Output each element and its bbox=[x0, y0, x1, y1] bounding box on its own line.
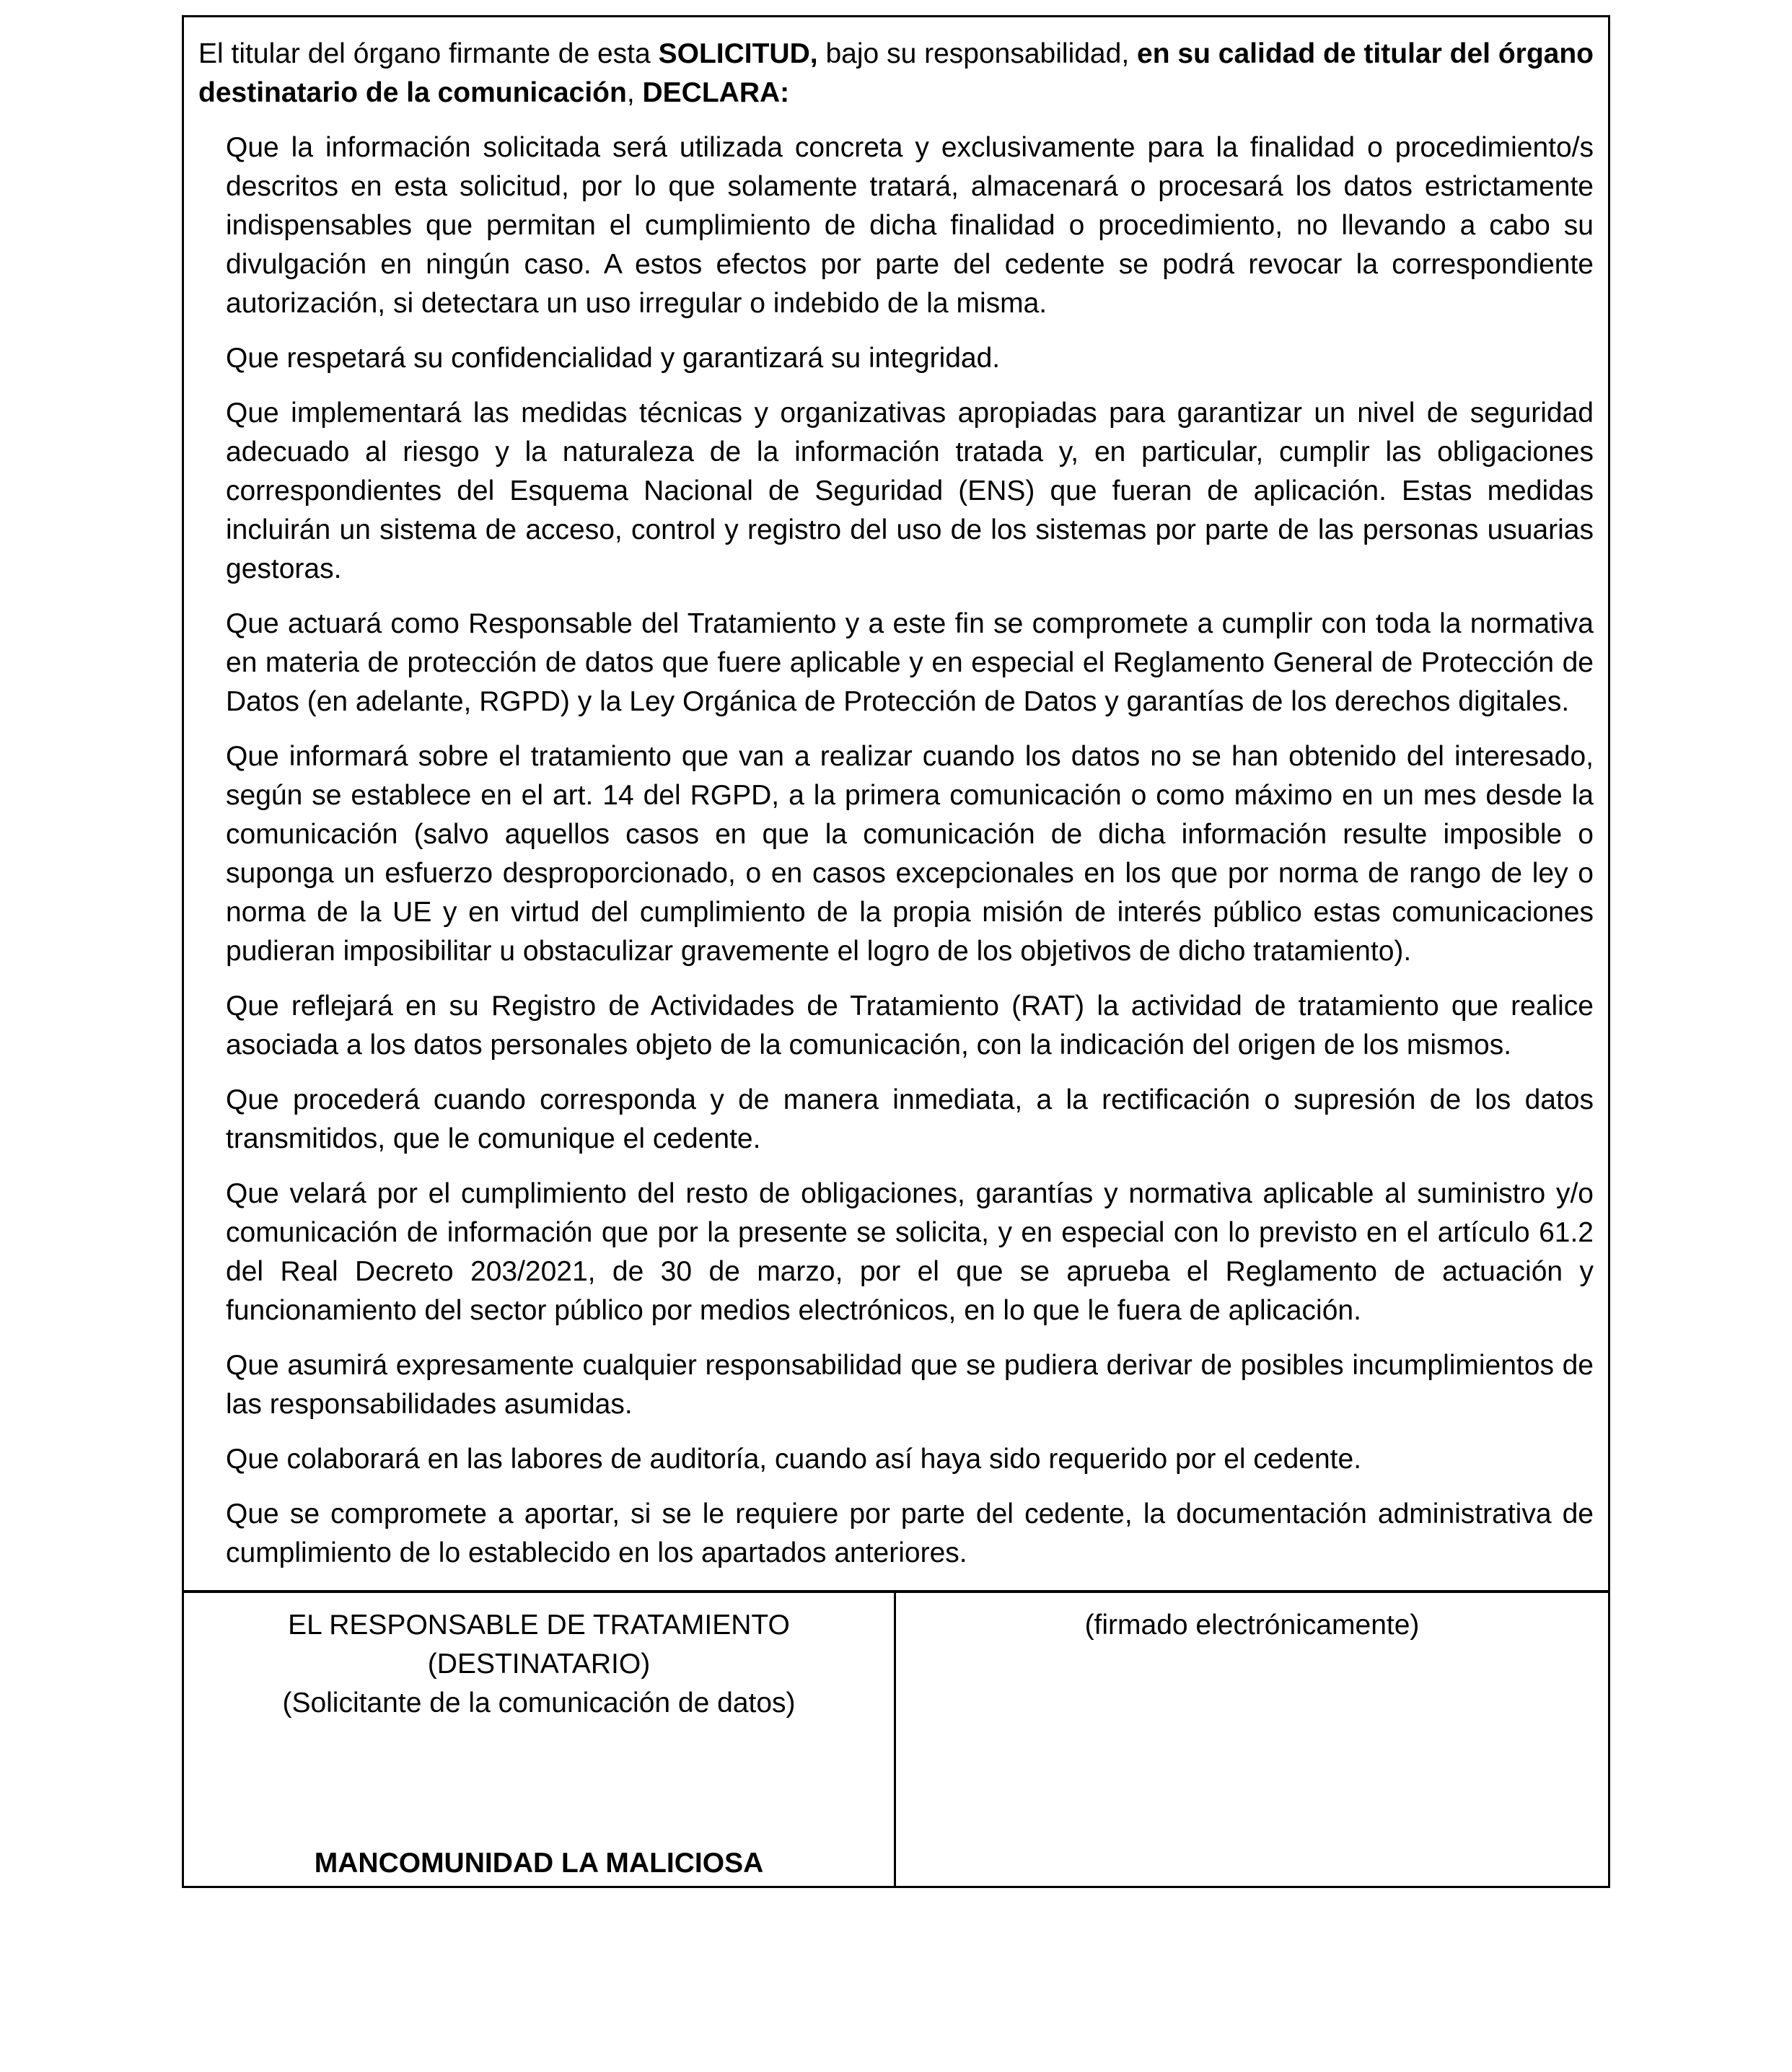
intro-text-segment: bajo su responsabilidad, bbox=[817, 38, 1138, 69]
declaration-intro bbox=[198, 35, 1594, 113]
declaration-paragraph: Que la información solicitada será utilizada concreta y exclusivamente para la finalidad o procedimiento/s descritos en esta solicitud, por lo que solamente tratará, almacenará o procesará los datos estrictamente indispensables que permitan el cumplimiento de dicha finalidad o procedimiento, no llevando a cabo su divulgación en ningún caso. A estos efectos por parte del cedente se podrá revocar la correspondiente autorización, si detectara un uso irregular o indebido de la misma. bbox=[226, 132, 1594, 319]
declaration-paragraph: Que velará por el cumplimiento del resto de obligaciones, garantías y normativa aplicable al suministro y/o comunicación de información que por la presente se solicita, y en especial con lo previsto en el artículo 61.2 del Real Decreto 203/2021, de 30 de marzo, por el que se aprueba el Reglamento de actuación y funcionamiento del sector público por medios electrónicos, en lo que le fuera de aplicación. bbox=[226, 1178, 1594, 1326]
intro-text-segment: El titular del órgano firmante de esta bbox=[198, 38, 659, 69]
declaration-paragraph: Que procederá cuando corresponda y de manera inmediata, a la rectificación o supresión de los datos transmitidos, que le comunique el cedente. bbox=[226, 1084, 1594, 1154]
responsible-role-note: (Solicitante de la comunicación de datos) bbox=[282, 1687, 796, 1718]
intro-bold-segment: en su calidad de titular del órgano destinatario de la comunicación bbox=[198, 38, 1594, 108]
declaration-paragraph: Que reflejará en su Registro de Actividades de Tratamiento (RAT) la actividad de tratamiento que realice asociada a los datos personales objeto de la comunicación, con la indicación del origen de los mismos. bbox=[226, 991, 1594, 1061]
declaration-box bbox=[182, 15, 1610, 1888]
intro-bold-segment: DECLARA: bbox=[642, 77, 790, 108]
signature-table bbox=[184, 1590, 1608, 1886]
declaration-paragraph: Que respetará su confidencialidad y garantizará su integridad. bbox=[226, 343, 1001, 374]
responsible-role-title: EL RESPONSABLE DE TRATAMIENTO bbox=[288, 1610, 790, 1641]
intro-bold-segment: SOLICITUD, bbox=[658, 38, 818, 69]
declaration-paragraph: Que asumirá expresamente cualquier responsabilidad que se pudiera derivar de posibles incumplimientos de las responsabilidades asumidas. bbox=[226, 1350, 1594, 1420]
declaration-paragraphs bbox=[198, 128, 1594, 1573]
declaration-paragraph: Que implementará las medidas técnicas y organizativas apropiadas para garantizar un nivel de seguridad adecuado al riesgo y la naturaleza de la información tratada y, en particular, cumplir las obligaciones correspondientes del Esquema Nacional de Seguridad (ENS) que fueran de aplicación. Estas medidas incluirán un sistema de acceso, control y registro del uso de los sistemas por parte de las personas usuarias gestoras. bbox=[226, 398, 1594, 584]
declaration-paragraph: Que se compromete a aportar, si se le requiere por parte del cedente, la documentación administrativa de cumplimiento de lo establecido en los apartados anteriores. bbox=[226, 1498, 1594, 1568]
signature-right-cell bbox=[896, 1593, 1608, 1886]
declaration-paragraph: Que informará sobre el tratamiento que van a realizar cuando los datos no se han obtenido del interesado, según se establece en el art. 14 del RGPD, a la primera comunicación o como máximo en un mes desde la comunicación (salvo aquellos casos en que la comunicación de dicha información resulte imposible o suponga un esfuerzo desproporcionado, o en casos excepcionales en los que por norma de rango de ley o norma de la UE y en virtud del cumplimiento de la propia misión de interés público estas comunicaciones pudieran imposibilitar u obstaculizar gravemente el logro de los objetivos de dicho tratamiento). bbox=[226, 741, 1594, 967]
responsible-role-subtitle: (DESTINATARIO) bbox=[427, 1649, 651, 1680]
declaration-paragraph: Que colaborará en las labores de auditoría, cuando así haya sido requerido por el cedente. bbox=[226, 1444, 1362, 1475]
signature-left-cell bbox=[184, 1593, 896, 1886]
intro-text-segment: , bbox=[626, 77, 643, 108]
entity-name: MANCOMUNIDAD LA MALICIOSA bbox=[314, 1848, 764, 1879]
declaration-paragraph: Que actuará como Responsable del Tratamiento y a este fin se compromete a cumplir con toda la normativa en materia de protección de datos que fuere aplicable y en especial el Reglamento General de Protección de Datos (en adelante, RGPD) y la Ley Orgánica de Protección de Datos y garantías de los derechos digitales. bbox=[226, 608, 1594, 717]
signed-electronically-note: (firmado electrónicamente) bbox=[1084, 1610, 1420, 1641]
